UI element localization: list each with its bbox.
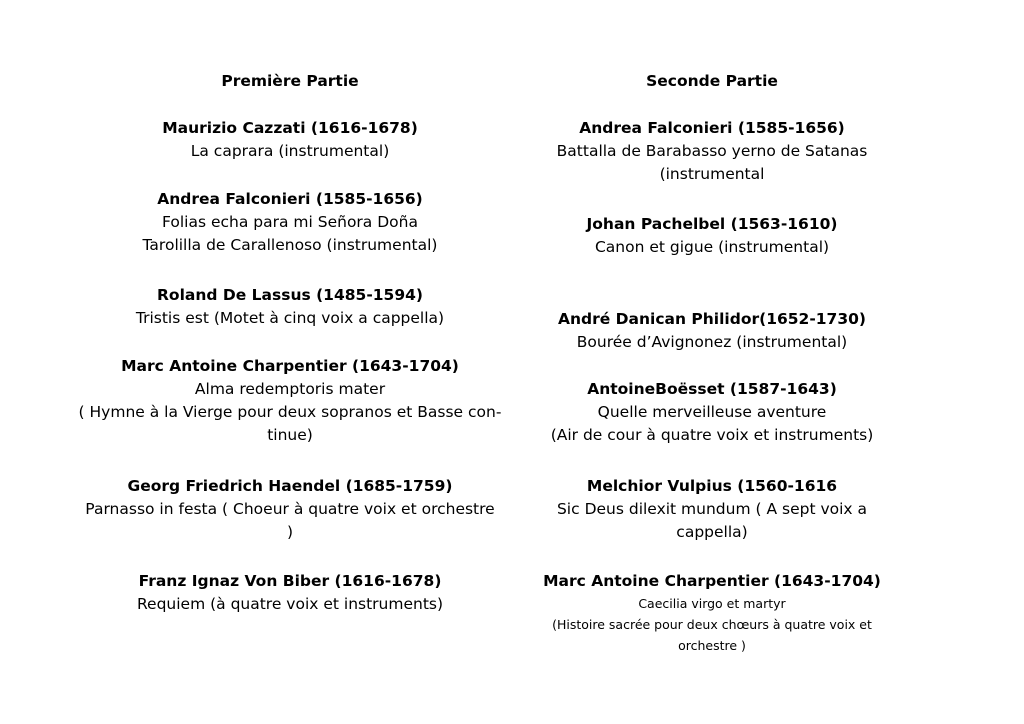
composer-name: Johan Pachelbel (1563-1610)	[586, 215, 838, 233]
work-title: Quelle merveilleuse aventure	[597, 403, 827, 421]
program-entry	[512, 117, 912, 186]
composer-name: Andrea Falconieri (1585-1656)	[579, 119, 845, 137]
work-title: )	[286, 523, 294, 541]
work-title: Caecilia virgo et martyr	[638, 596, 786, 611]
work-title: Folias echa para mi Señora Doña	[162, 213, 418, 231]
work-title: Requiem (à quatre voix et instruments)	[136, 595, 444, 613]
composer-name: André Danican Philidor(1652-1730)	[557, 310, 867, 328]
work-title: La caprara (instrumental)	[190, 142, 390, 160]
composer-name: Melchior Vulpius (1560-1616	[586, 477, 838, 495]
composer-name: Maurizio Cazzati (1616-1678)	[162, 119, 418, 137]
work-title: Alma redemptoris mater	[194, 380, 386, 398]
work-title: Battalla de Barabasso yerno de Satanas	[556, 142, 868, 160]
work-title: Sic Deus dilexit mundum ( A sept voix a	[556, 500, 868, 518]
program-entry	[512, 213, 912, 259]
composer-name: Franz Ignaz Von Biber (1616-1678)	[138, 572, 442, 590]
composer-name: Andrea Falconieri (1585-1656)	[157, 190, 423, 208]
program-entry	[70, 475, 510, 544]
second-part-heading: Seconde Partie	[646, 72, 778, 90]
composer-name: Marc Antoine Charpentier (1643-1704)	[543, 572, 881, 590]
composer-name: Marc Antoine Charpentier (1643-1704)	[121, 357, 459, 375]
work-title: ( Hymne à la Vierge pour deux sopranos et Basse con-	[78, 403, 502, 421]
program-entry	[70, 188, 510, 257]
work-title: Tarolilla de Carallenoso (instrumental)	[142, 236, 438, 254]
work-title: Tristis est (Motet à cinq voix a cappella)	[135, 309, 445, 327]
program-entry	[70, 355, 510, 447]
program-entry	[70, 570, 510, 616]
composer-name: Georg Friedrich Haendel (1685-1759)	[127, 477, 453, 495]
first-part-heading: Première Partie	[221, 72, 359, 90]
work-title: (Histoire sacrée pour deux chœurs à quatre voix et	[552, 617, 872, 632]
program-entry	[70, 284, 510, 330]
work-title: orchestre )	[678, 638, 746, 653]
program-entry	[512, 378, 912, 447]
work-title: Parnasso in festa ( Choeur à quatre voix et orchestre	[85, 500, 495, 518]
work-title: tinue)	[267, 426, 313, 444]
composer-name: Roland De Lassus (1485-1594)	[157, 286, 423, 304]
work-title: (Air de cour à quatre voix et instruments)	[550, 426, 874, 444]
program-entry	[512, 570, 912, 656]
composer-name: AntoineBoësset (1587-1643)	[587, 380, 837, 398]
work-title: (instrumental	[659, 165, 765, 183]
program-entry	[512, 308, 912, 354]
work-title: Canon et gigue (instrumental)	[594, 238, 830, 256]
work-title: Bourée d’Avignonez (instrumental)	[576, 333, 848, 351]
program-entry	[512, 475, 912, 544]
program-entry	[70, 117, 510, 163]
work-title: cappella)	[676, 523, 748, 541]
